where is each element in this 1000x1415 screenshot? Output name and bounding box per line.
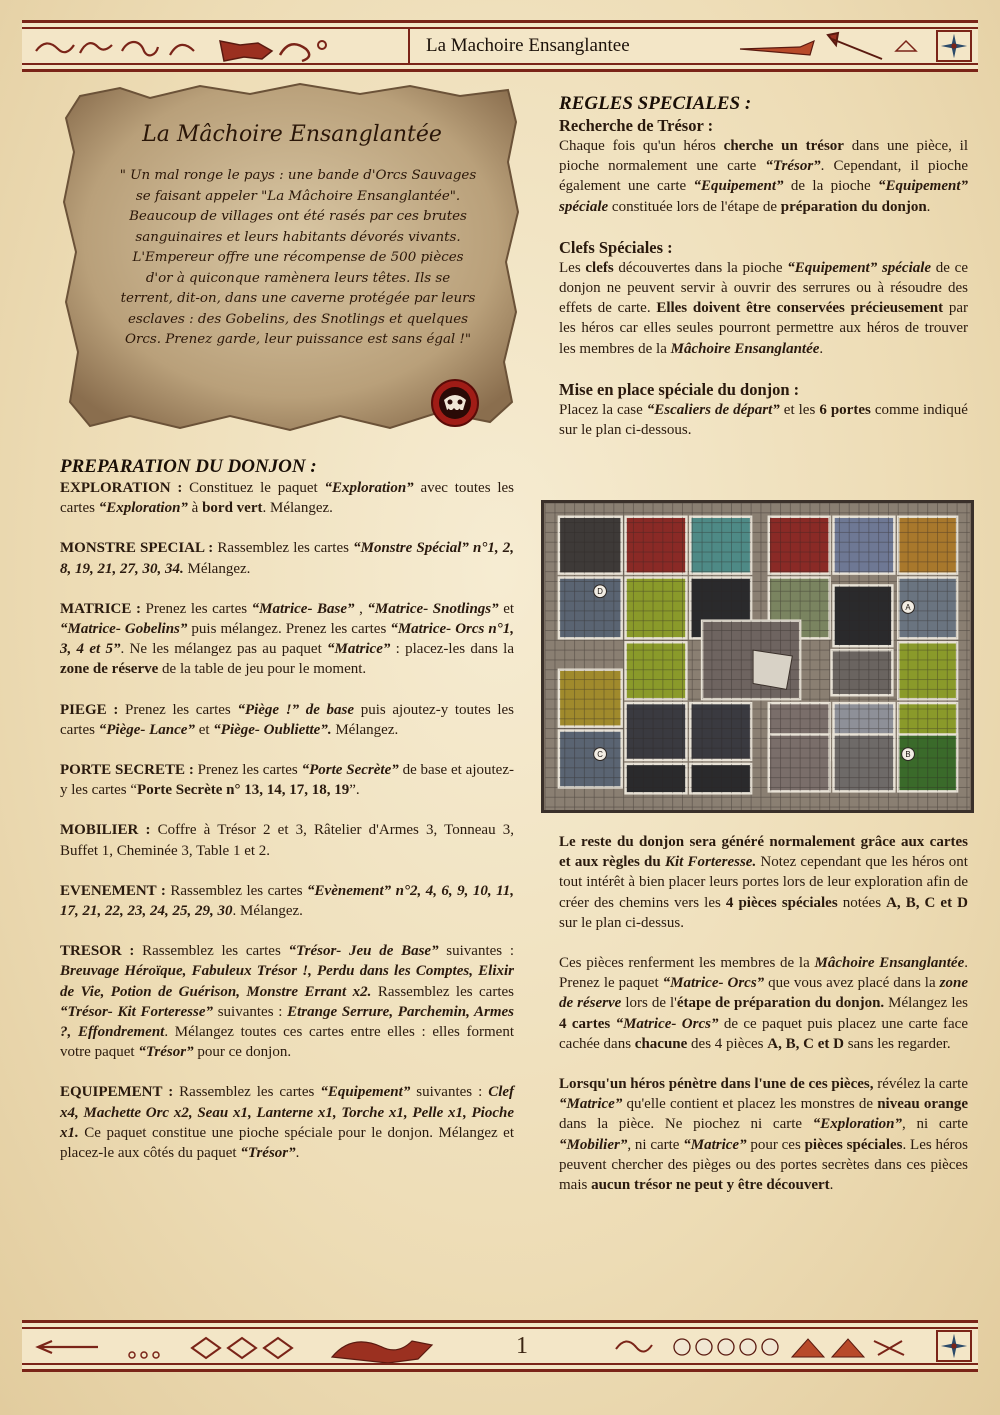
heros-paragraph: Lorsqu'un héros pénètre dans l'une de ces pièces, révélez la carte “Matrice” qu'elle contient et placez les monstres de niveau orange dans la pièce. Ne piochez ni carte “Exploration”, ni carte “Mobilier”, ni carte “Matrice” pour ces pièces spéciales. Les héros peuvent chercher des pièges ou des portes secrètes dans ces pièces mais aucun trésor ne peut y être découvert.: [559, 1076, 969, 1194]
recherche-paragraph: Recherche de Trésor : Chaque fois qu'un héros cherche un trésor dans une pièce, il pioche normalement une carte “Trésor”. Cependant, il pioche également une carte “Equipement” de la pioche “Equipement” spéciale constituée lors de l'étape de préparation du donjon.: [559, 116, 968, 215]
map-room-grid: [834, 517, 895, 574]
clefs-title: Clefs Spéciales :: [559, 237, 673, 257]
map-room-grid: [690, 764, 751, 793]
rules-heading: REGLES SPECIALES :: [559, 93, 752, 114]
intro-line: Beaucoup de villages ont été rasés par ces brutes: [129, 209, 467, 224]
map-room-grid: [898, 734, 957, 791]
map-room-grid: [559, 670, 622, 727]
mobilier-paragraph: MOBILIER : Coffre à Trésor 2 et 3, Râtelier d'Armes 3, Tonneau 3, Buffet 1, Cheminée 3, Table 1 et 2.: [60, 822, 514, 859]
intro-line: " Un mal ronge le pays : une bande d'Orcs Sauvages: [119, 168, 477, 183]
tresor-paragraph: TRESOR : Rassemblez les cartes “Trésor- Jeu de Base” suivantes : Breuvage Héroïque, Fabuleux Trésor !, Perdu dans les Comptes, Elixir de Vie, Potion de Guérison, Monstre Errant x2. Rassemblez les cartes “Trésor- Kit Forteresse” suivantes : Etrange Serrure, Parchemin, Armes ?, Effondrement. Mélangez toutes ces cartes entre elles : elles forment votre paquet “Trésor” pour ce donjon.: [60, 943, 515, 1061]
map-room-grid: [626, 642, 687, 699]
map-room-grid: [898, 642, 957, 699]
stairs-icon: [753, 650, 792, 689]
map-room-grid: [834, 585, 893, 646]
pieces-paragraph: Ces pièces renferment les membres de la Mâchoire Ensanglantée. Prenez le paquet “Matrice- Orcs” que vous avez placé dans la zone de réserve lors de l'étape de préparation du donjon. Mélangez les 4 cartes “Matrice- Orcs” de ce paquet puis placez une carte face cachée dans chacune des 4 pièces A, B, C et D sans les regarder.: [559, 955, 968, 1052]
porte-paragraph: PORTE SECRETE : Prenez les cartes “Porte Secrète” de base et ajoutez-y les cartes “Porte Secrète n° 13, 14, 17, 18, 19”.: [60, 762, 514, 799]
reste-paragraph: Le reste du donjon sera généré normalement grâce aux cartes et aux règles du Kit Forteresse. Notez cependant que les héros ont tout intérêt à bien placer leurs portes lors de leur exploration afin de créer des chemins vers les 4 pièces spéciales notées A, B, C et D sur le plan ci-dessus.: [559, 834, 968, 931]
header-title: La Machoire Ensanglantee: [408, 29, 924, 63]
miseenplace-title: Mise en place spéciale du donjon :: [559, 379, 800, 399]
page-number: 1: [516, 1333, 528, 1359]
intro-line: d'or à quiconque ramènera leurs têtes. Ils se: [145, 270, 451, 286]
room-label: C: [597, 750, 603, 760]
miseenplace-paragraph: Mise en place spéciale du donjon : Placez la case “Escaliers de départ” et les 6 portes comme indiqué sur le plan ci-dessous.: [559, 379, 968, 439]
footer-border: [22, 1320, 978, 1372]
ornament-icon: [32, 1331, 472, 1365]
map-room-grid: [690, 517, 751, 574]
intro-title: La Mâchoire Ensanglantée: [142, 122, 442, 147]
piege-paragraph: PIEGE : Prenez les cartes “Piège !” de base puis ajoutez-y toutes les cartes “Piège- Lance” et “Piège- Oubliette”. Mélangez.: [60, 701, 514, 738]
intro-text: [114, 166, 482, 351]
map-room-grid: [690, 703, 751, 760]
preparation-heading: PREPARATION DU DONJON :: [60, 456, 317, 477]
room-label: A: [905, 602, 911, 612]
ornament-icon: [30, 31, 400, 65]
clefs-paragraph: Clefs Spéciales : Les clefs découvertes dans la pioche “Equipement” spéciale de ce donjon ne peuvent servir à ouvrir des serrures ou à résoudre des effets de carte. Elles doivent être conservées précieusement par les héros car elles seules pourront permettre aux héros de trouver les membres de la Mâchoire Ensanglantée.: [559, 237, 968, 357]
intro-line: L'Empereur offre une récompense de 500 pièces: [132, 250, 464, 265]
intro-line: esclaves : des Gobelins, des Snotlings et quelques: [127, 311, 469, 327]
map-room-grid: [559, 731, 622, 788]
recherche-title: Recherche de Trésor :: [559, 116, 714, 135]
intro-line: terrent, dit-on, dans une caverne protégée par leurs: [120, 291, 476, 306]
equipement-paragraph: EQUIPEMENT : Rassemblez les cartes “Equipement” suivantes : Clef x4, Machette Orc x2, Seau x1, Lanterne x1, Torche x1, Pelle x1, Pioche x1. Ce paquet constitue une pioche spéciale pour le donjon. Mélangez et placez-le aux côtés du paquet “Trésor”.: [60, 1084, 515, 1162]
exploration-paragraph: EXPLORATION : Constituez le paquet “Exploration” avec toutes les cartes “Exploration” à bord vert. Mélangez.: [60, 480, 515, 517]
dungeon-map: [541, 500, 974, 813]
intro-line: Orcs. Prenez garde, leur puissance est sans égal !": [124, 332, 472, 347]
map-room-grid: [626, 578, 687, 639]
rules-column-continued: [559, 832, 968, 1195]
weapons-icon: [732, 31, 922, 65]
intro-line: se faisant appeler "La Mâchoire Ensanglantée".: [135, 188, 461, 204]
compass-icon: [936, 1330, 972, 1362]
map-room-grid: [626, 517, 687, 574]
skulls-icon: [612, 1331, 922, 1365]
map-room-grid: [898, 517, 957, 574]
evenement-paragraph: EVENEMENT : Rassemblez les cartes “Evènement” n°2, 4, 6, 9, 10, 11, 17, 21, 22, 23, 24, 25, 29, 30. Mélangez.: [60, 882, 515, 920]
skull-seal-icon: [430, 378, 480, 428]
map-room-grid: [832, 650, 893, 695]
intro-parchment: [60, 82, 524, 436]
matrice-paragraph: MATRICE : Prenez les cartes “Matrice- Base” , “Matrice- Snotlings” et “Matrice- Gobelins” puis mélangez. Prenez les cartes “Matrice- Orcs n°1, 3, 4 et 5”. Ne les mélangez pas au paquet “Matrice” : placez-les dans la zone de réserve de la table de jeu pour le moment.: [60, 600, 515, 678]
monstre-paragraph: MONSTRE SPECIAL : Rassemblez les cartes “Monstre Spécial” n°1, 2, 8, 19, 21, 27, 30, 34. Mélangez.: [60, 540, 515, 577]
preparation-column: [60, 456, 514, 1163]
room-label: D: [597, 587, 603, 597]
room-label: B: [905, 750, 911, 760]
map-room-grid: [626, 764, 687, 793]
map-room-grid: [769, 517, 830, 574]
map-room-grid: [559, 517, 622, 574]
map-room-grid: [834, 734, 895, 791]
header-border: [22, 20, 978, 72]
map-room-grid: [769, 734, 830, 791]
compass-icon: [936, 30, 972, 62]
rules-column: [559, 93, 968, 440]
intro-line: sanguinaires et leurs habitants dévorés vivants.: [135, 229, 461, 245]
map-room-grid: [559, 578, 622, 639]
dungeon-map-image: [544, 503, 971, 810]
map-room-grid: [626, 703, 687, 760]
